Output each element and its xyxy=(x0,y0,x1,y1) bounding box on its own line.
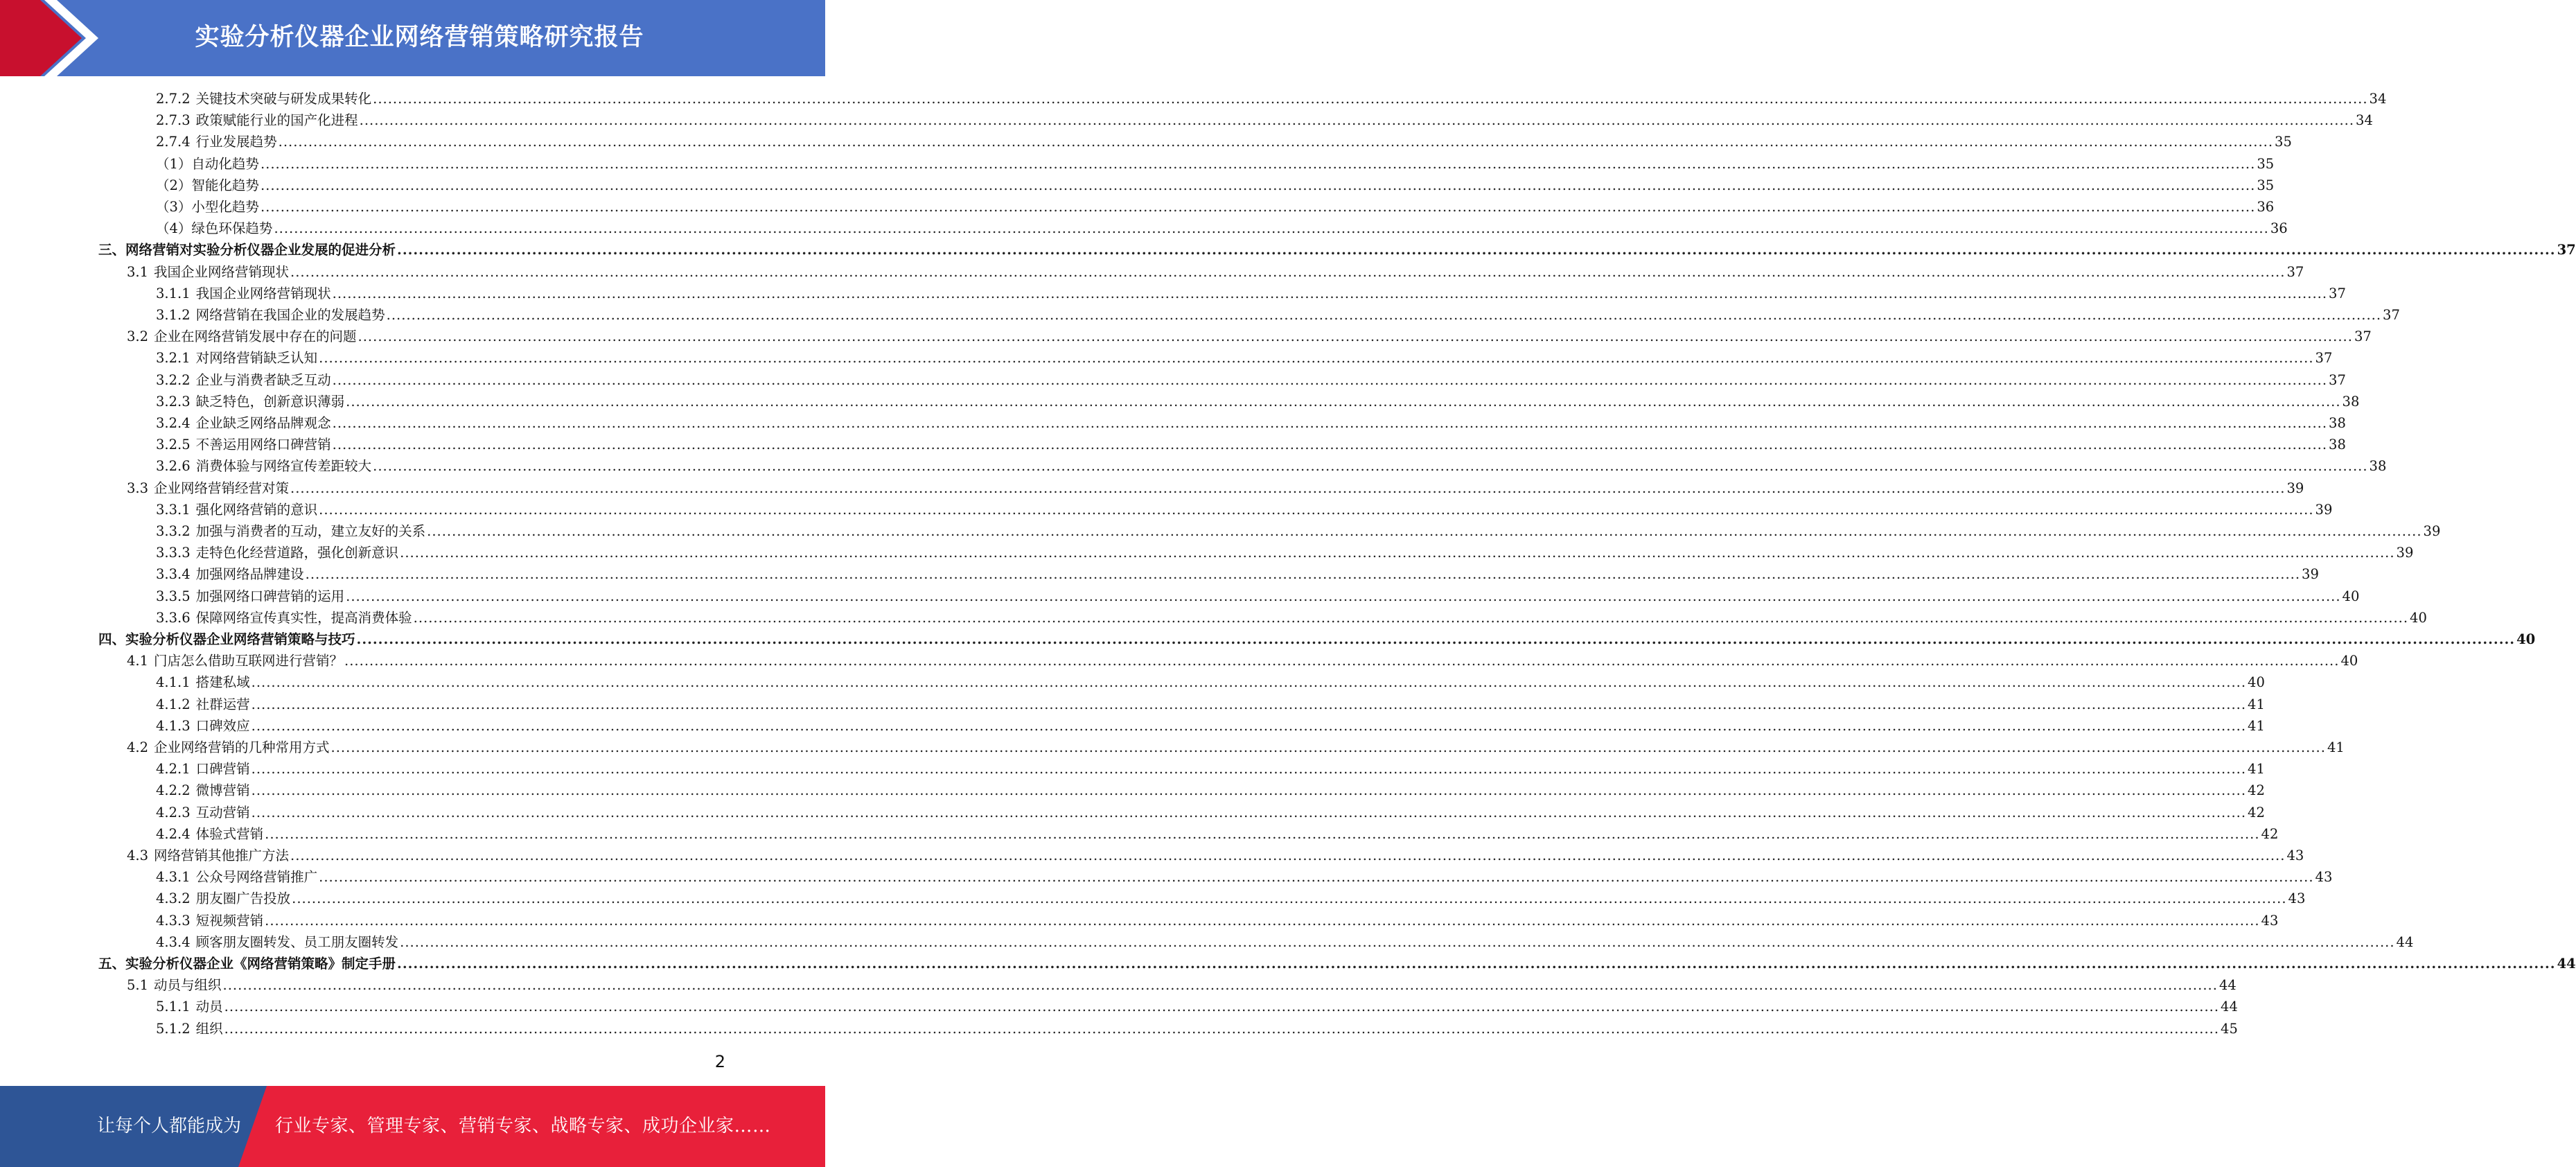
toc-entry-title: 加强网络口碑营销的运用 xyxy=(195,588,345,604)
toc-entry-page: 38 xyxy=(2342,393,2360,410)
toc-leader-dots: ................................................................................................................................................................................................................................................................................................................................................................................................................ xyxy=(330,739,2326,755)
toc-leader-dots: ................................................................................................................................................................................................................................................................................................................................................................................................................ xyxy=(332,415,2328,431)
toc-entry[interactable] xyxy=(156,758,2265,780)
toc-leader-dots: ................................................................................................................................................................................................................................................................................................................................................................................................................ xyxy=(332,437,2328,453)
toc-entry[interactable] xyxy=(127,261,2304,283)
toc-entry[interactable] xyxy=(127,737,2345,758)
toc-entry[interactable] xyxy=(127,845,2304,866)
toc-entry[interactable] xyxy=(127,326,2372,347)
page-footer xyxy=(0,1086,825,1167)
toc-leader-dots: ................................................................................................................................................................................................................................................................................................................................................................................................................ xyxy=(278,134,2274,150)
toc-entry-page: 44 xyxy=(2396,933,2414,950)
toc-entry[interactable] xyxy=(127,974,2237,996)
toc-entry-title: 自动化趋势 xyxy=(191,155,259,172)
toc-entry-number: 5.1.1 xyxy=(156,999,191,1015)
toc-entry-number: 五、 xyxy=(98,956,126,972)
toc-leader-dots: ................................................................................................................................................................................................................................................................................................................................................................................................................ xyxy=(305,566,2301,583)
toc-entry-number: 4.2.2 xyxy=(156,782,191,799)
toc-entry-title: 对网络营销缺乏认知 xyxy=(195,350,318,367)
toc-entry-page: 39 xyxy=(2302,566,2319,583)
toc-entry-number: 4.3.2 xyxy=(156,890,191,907)
toc-entry[interactable] xyxy=(98,239,2576,261)
toc-entry[interactable] xyxy=(156,586,2360,607)
toc-entry-page: 44 xyxy=(2557,956,2576,972)
toc-entry[interactable] xyxy=(156,694,2265,715)
toc-entry-page: 42 xyxy=(2248,782,2265,799)
toc-entry[interactable] xyxy=(156,196,2275,218)
toc-leader-dots: ................................................................................................................................................................................................................................................................................................................................................................................................................ xyxy=(397,242,2556,258)
toc-entry-title: 体验式营销 xyxy=(195,825,264,842)
toc-entry-number: 3.2.2 xyxy=(156,371,191,388)
toc-entry-number: 3.2.6 xyxy=(156,458,191,475)
toc-entry-page: 43 xyxy=(2288,890,2306,907)
toc-entry-page: 38 xyxy=(2329,415,2346,431)
toc-entry-number: 3.3.3 xyxy=(156,545,191,561)
toc-entry-number: 4.2 xyxy=(127,739,149,755)
toc-entry-number: 4.3.1 xyxy=(156,869,191,886)
toc-leader-dots: ................................................................................................................................................................................................................................................................................................................................................................................................................ xyxy=(251,696,2247,712)
toc-entry-title: 企业与消费者缺乏互动 xyxy=(195,371,331,388)
toc-leader-dots: ................................................................................................................................................................................................................................................................................................................................................................................................................ xyxy=(319,869,2314,886)
toc-entry-title: 实验分析仪器企业《网络营销策略》制定手册 xyxy=(125,956,396,972)
toc-entry-page: 45 xyxy=(2221,1020,2238,1037)
toc-entry-number: （2） xyxy=(156,177,192,193)
toc-entry-page: 39 xyxy=(2396,545,2414,561)
toc-entry-title: 智能化趋势 xyxy=(191,177,259,193)
toc-entry[interactable] xyxy=(156,780,2265,801)
toc-entry-page: 40 xyxy=(2248,674,2265,691)
toc-entry-number: 3.1.2 xyxy=(156,307,191,323)
toc-entry-title: 短视频营销 xyxy=(195,912,264,929)
toc-entry[interactable] xyxy=(156,996,2238,1017)
toc-entry-number: 4.2.1 xyxy=(156,761,191,778)
toc-entry[interactable] xyxy=(156,434,2346,455)
toc-entry-title: 社群运营 xyxy=(195,696,250,712)
toc-leader-dots: ................................................................................................................................................................................................................................................................................................................................................................................................................ xyxy=(400,933,2395,950)
toc-leader-dots: ................................................................................................................................................................................................................................................................................................................................................................................................................ xyxy=(290,480,2286,496)
toc-leader-dots: ................................................................................................................................................................................................................................................................................................................................................................................................................ xyxy=(346,588,2341,604)
toc-entry-number: 4.1 xyxy=(127,653,149,669)
toc-entry-number: （3） xyxy=(156,199,192,215)
toc-entry-title: 行业发展趋势 xyxy=(195,134,277,150)
toc-leader-dots: ................................................................................................................................................................................................................................................................................................................................................................................................................ xyxy=(265,825,2260,842)
toc-entry[interactable] xyxy=(156,455,2387,477)
toc-entry-title: 企业网络营销经营对策 xyxy=(154,480,290,496)
toc-leader-dots: ................................................................................................................................................................................................................................................................................................................................................................................................................ xyxy=(397,956,2556,972)
toc-entry-title: 政策赋能行业的国产化进程 xyxy=(195,112,358,129)
toc-entry[interactable] xyxy=(156,802,2265,823)
toc-entry-title: 搭建私域 xyxy=(195,674,250,691)
toc-entry[interactable] xyxy=(156,888,2306,909)
toc-entry-title: 加强与消费者的互动，建立友好的关系 xyxy=(195,523,426,539)
toc-entry-number: 3.2.4 xyxy=(156,415,191,431)
toc-leader-dots: ................................................................................................................................................................................................................................................................................................................................................................................................................ xyxy=(251,674,2247,691)
toc-entry[interactable] xyxy=(156,347,2333,369)
toc-entry-page: 35 xyxy=(2275,134,2292,150)
toc-entry-title: 企业网络营销的几种常用方式 xyxy=(154,739,330,755)
toc-entry-page: 37 xyxy=(2329,371,2346,388)
toc-leader-dots: ................................................................................................................................................................................................................................................................................................................................................................................................................ xyxy=(356,631,2516,647)
toc-entry-page: 41 xyxy=(2248,696,2265,712)
toc-entry-page: 37 xyxy=(2315,350,2333,367)
toc-entry[interactable] xyxy=(156,866,2333,888)
toc-leader-dots: ................................................................................................................................................................................................................................................................................................................................................................................................................ xyxy=(260,199,2256,215)
toc-entry-page: 37 xyxy=(2286,263,2304,280)
toc-leader-dots: ................................................................................................................................................................................................................................................................................................................................................................................................................ xyxy=(260,177,2256,193)
toc-entry-page: 37 xyxy=(2329,285,2346,301)
toc-leader-dots: ................................................................................................................................................................................................................................................................................................................................................................................................................ xyxy=(386,307,2382,323)
toc-entry[interactable] xyxy=(156,672,2265,693)
toc-leader-dots: ................................................................................................................................................................................................................................................................................................................................................................................................................ xyxy=(346,393,2341,410)
toc-leader-dots: ................................................................................................................................................................................................................................................................................................................................................................................................................ xyxy=(359,112,2355,129)
toc-entry-page: 42 xyxy=(2248,804,2265,821)
toc-entry-number: 3.2.1 xyxy=(156,350,191,367)
toc-entry-page: 40 xyxy=(2340,653,2358,669)
toc-entry-page: 44 xyxy=(2218,977,2237,994)
toc-entry[interactable] xyxy=(156,607,2427,629)
toc-entry[interactable] xyxy=(156,175,2275,196)
toc-entry-number: 3.2.3 xyxy=(156,393,191,410)
toc-leader-dots: ................................................................................................................................................................................................................................................................................................................................................................................................................ xyxy=(224,999,2220,1015)
toc-entry-title: 朋友圈广告投放 xyxy=(195,890,291,907)
toc-entry-page: 36 xyxy=(2270,220,2288,237)
toc-leader-dots: ................................................................................................................................................................................................................................................................................................................................................................................................................ xyxy=(224,1020,2220,1037)
toc-entry-title: 我国企业网络营销现状 xyxy=(154,263,290,280)
toc-entry-number: 2.7.2 xyxy=(156,91,191,107)
toc-entry-title: 企业缺乏网络品牌观念 xyxy=(195,415,331,431)
toc-entry-page: 39 xyxy=(2286,480,2304,496)
toc-leader-dots: ................................................................................................................................................................................................................................................................................................................................................................................................................ xyxy=(344,653,2340,669)
toc-entry-number: 4.1.1 xyxy=(156,674,191,691)
toc-leader-dots: ................................................................................................................................................................................................................................................................................................................................................................................................................ xyxy=(319,350,2314,367)
toc-entry[interactable] xyxy=(156,542,2414,563)
toc-entry-page: 35 xyxy=(2257,155,2275,172)
toc-entry-title: 强化网络营销的意识 xyxy=(195,501,318,518)
toc-leader-dots: ................................................................................................................................................................................................................................................................................................................................................................................................................ xyxy=(332,371,2328,388)
toc-entry-page: 44 xyxy=(2221,999,2238,1015)
toc-entry[interactable] xyxy=(156,153,2275,175)
toc-entry-title: 企业在网络营销发展中存在的问题 xyxy=(154,328,357,345)
toc-entry-number: 2.7.3 xyxy=(156,112,191,129)
toc-entry-number: 3.3.1 xyxy=(156,501,191,518)
toc-entry[interactable] xyxy=(156,88,2387,109)
toc-leader-dots: ................................................................................................................................................................................................................................................................................................................................................................................................................ xyxy=(251,782,2247,799)
toc-entry[interactable] xyxy=(156,499,2333,520)
toc-entry-title: 保障网络宣传真实性，提高消费体验 xyxy=(195,609,412,626)
toc-leader-dots: ................................................................................................................................................................................................................................................................................................................................................................................................................ xyxy=(400,545,2395,561)
toc-leader-dots: ................................................................................................................................................................................................................................................................................................................................................................................................................ xyxy=(332,285,2328,301)
toc-entry-number: 4.3.4 xyxy=(156,933,191,950)
toc-entry-title: 绿色环保趋势 xyxy=(191,220,273,237)
toc-entry-page: 37 xyxy=(2557,242,2576,258)
toc-entry[interactable] xyxy=(156,823,2279,845)
toc-entry-number: 4.3.3 xyxy=(156,912,191,929)
toc-entry-number: 3.3.4 xyxy=(156,566,191,583)
toc-entry-page: 39 xyxy=(2315,501,2333,518)
toc-leader-dots: ................................................................................................................................................................................................................................................................................................................................................................................................................ xyxy=(222,977,2218,994)
toc-entry-title: 消费体验与网络宣传差距较大 xyxy=(195,458,372,475)
toc-entry-page: 42 xyxy=(2261,825,2279,842)
toc-entry-number: （1） xyxy=(156,155,192,172)
toc-entry-number: 3.1 xyxy=(127,263,149,280)
toc-entry-page: 43 xyxy=(2286,848,2304,863)
toc-entry-title: 组织 xyxy=(195,1020,223,1037)
toc-entry-number: （4） xyxy=(156,220,192,237)
toc-entry-title: 动员 xyxy=(195,999,223,1015)
toc-entry-title: 网络营销对实验分析仪器企业发展的促进分析 xyxy=(125,242,396,258)
toc-entry-page: 43 xyxy=(2315,869,2333,886)
toc-entry-title: 顾客朋友圈转发、员工朋友圈转发 xyxy=(195,933,399,950)
toc-entry-number: 3.3.2 xyxy=(156,523,191,539)
toc-entry-title: 公众号网络营销推广 xyxy=(195,869,318,886)
page-number: 2 xyxy=(714,1052,725,1071)
toc-entry-title: 网络营销在我国企业的发展趋势 xyxy=(195,307,385,323)
toc-entry[interactable] xyxy=(156,109,2373,131)
toc-leader-dots: ................................................................................................................................................................................................................................................................................................................................................................................................................ xyxy=(290,263,2286,280)
toc-entry[interactable] xyxy=(156,369,2346,391)
toc-entry-title: 互动营销 xyxy=(195,804,250,821)
toc-entry-title: 加强网络品牌建设 xyxy=(195,566,304,583)
toc-entry[interactable] xyxy=(98,629,2536,650)
toc-entry-page: 41 xyxy=(2248,717,2265,734)
toc-entry-number: 4.3 xyxy=(127,848,149,863)
toc-entry-number: 4.2.4 xyxy=(156,825,191,842)
toc-leader-dots: ................................................................................................................................................................................................................................................................................................................................................................................................................ xyxy=(251,717,2247,734)
toc-entry-page: 37 xyxy=(2354,328,2372,345)
toc-entry-page: 40 xyxy=(2342,588,2360,604)
toc-leader-dots: ................................................................................................................................................................................................................................................................................................................................................................................................................ xyxy=(319,501,2314,518)
toc-entry-title: 口碑效应 xyxy=(195,717,250,734)
toc-entry[interactable] xyxy=(127,650,2358,672)
toc-entry-title: 门店怎么借助互联网进行营销？ xyxy=(154,653,344,669)
toc-entry-page: 40 xyxy=(2410,609,2427,626)
toc-leader-dots: ................................................................................................................................................................................................................................................................................................................................................................................................................ xyxy=(274,220,2269,237)
toc-entry[interactable] xyxy=(156,931,2414,953)
toc-entry-page: 39 xyxy=(2423,523,2441,539)
toc-entry-title: 动员与组织 xyxy=(154,977,222,994)
toc-entry-title: 网络营销其他推广方法 xyxy=(154,848,290,863)
toc-entry[interactable] xyxy=(156,304,2400,326)
toc-entry[interactable] xyxy=(98,953,2576,974)
toc-entry-title: 微博营销 xyxy=(195,782,250,799)
toc-entry-number: 3.1.1 xyxy=(156,285,191,301)
page-header xyxy=(0,0,825,76)
toc-entry-page: 35 xyxy=(2257,177,2275,193)
toc-leader-dots: ................................................................................................................................................................................................................................................................................................................................................................................................................ xyxy=(251,804,2247,821)
toc-entry[interactable] xyxy=(156,131,2292,152)
toc-entry-title: 走特色化经营道路，强化创新意识 xyxy=(195,545,399,561)
toc-entry-number: 三、 xyxy=(98,242,126,258)
toc-entry-number: 3.2 xyxy=(127,328,149,345)
toc-entry[interactable] xyxy=(156,1018,2238,1039)
toc-leader-dots: ................................................................................................................................................................................................................................................................................................................................................................................................................ xyxy=(373,91,2368,107)
toc-entry[interactable] xyxy=(156,218,2288,239)
toc-leader-dots: ................................................................................................................................................................................................................................................................................................................................................................................................................ xyxy=(292,890,2287,907)
toc-leader-dots: ................................................................................................................................................................................................................................................................................................................................................................................................................ xyxy=(413,609,2409,626)
toc-entry-title: 小型化趋势 xyxy=(191,199,259,215)
toc-entry-number: 4.2.3 xyxy=(156,804,191,821)
toc-entry[interactable] xyxy=(156,283,2346,304)
toc-entry[interactable] xyxy=(156,391,2360,412)
toc-entry-title: 口碑营销 xyxy=(195,761,250,778)
toc-entry[interactable] xyxy=(156,412,2346,434)
toc-entry-title: 不善运用网络口碑营销 xyxy=(195,437,331,453)
footer-slogan-left: 让每个人都能成为 xyxy=(97,1116,242,1137)
toc-leader-dots: ................................................................................................................................................................................................................................................................................................................................................................................................................ xyxy=(265,912,2260,929)
toc-entry-page: 38 xyxy=(2369,458,2387,475)
toc-entry-number: 3.3 xyxy=(127,480,149,496)
toc-entry-number: 5.1 xyxy=(127,977,149,994)
toc-entry[interactable] xyxy=(156,520,2441,542)
toc-leader-dots: ................................................................................................................................................................................................................................................................................................................................................................................................................ xyxy=(260,155,2256,172)
toc-entry[interactable] xyxy=(156,715,2265,737)
toc-entry-page: 41 xyxy=(2327,739,2345,755)
toc-entry[interactable] xyxy=(156,910,2279,931)
toc-entry-number: 5.1.2 xyxy=(156,1020,191,1037)
toc-leader-dots: ................................................................................................................................................................................................................................................................................................................................................................................................................ xyxy=(251,761,2247,778)
toc-entry-title: 关键技术突破与研发成果转化 xyxy=(195,91,372,107)
toc-entry-page: 34 xyxy=(2369,91,2387,107)
toc-entry[interactable] xyxy=(127,477,2304,499)
toc-entry-page: 37 xyxy=(2383,307,2400,323)
footer-slogan-right: 行业专家、管理专家、营销专家、战略专家、成功企业家…… xyxy=(275,1116,771,1137)
toc-entry-number: 3.3.6 xyxy=(156,609,191,626)
toc-entry-page: 38 xyxy=(2329,437,2346,453)
toc-entry-number: 4.1.2 xyxy=(156,696,191,712)
toc-entry-title: 我国企业网络营销现状 xyxy=(195,285,331,301)
toc-entry-number: 3.2.5 xyxy=(156,437,191,453)
document-title: 实验分析仪器企业网络营销策略研究报告 xyxy=(195,24,644,51)
toc-entry-number: 4.1.3 xyxy=(156,717,191,734)
toc-entry-title: 缺乏特色，创新意识薄弱 xyxy=(195,393,345,410)
toc-entry-page: 36 xyxy=(2257,199,2275,215)
toc-entry-page: 34 xyxy=(2356,112,2373,129)
toc-entry[interactable] xyxy=(156,563,2319,585)
toc-leader-dots: ................................................................................................................................................................................................................................................................................................................................................................................................................ xyxy=(373,458,2368,475)
toc-leader-dots: ................................................................................................................................................................................................................................................................................................................................................................................................................ xyxy=(358,328,2353,345)
toc-entry-title: 实验分析仪器企业网络营销策略与技巧 xyxy=(125,631,355,647)
toc-entry-page: 43 xyxy=(2261,912,2279,929)
toc-leader-dots: ................................................................................................................................................................................................................................................................................................................................................................................................................ xyxy=(290,848,2286,863)
toc-entry-number: 四、 xyxy=(98,631,126,647)
toc-entry-number: 3.3.5 xyxy=(156,588,191,604)
toc-entry-page: 40 xyxy=(2516,631,2536,647)
toc-leader-dots: ................................................................................................................................................................................................................................................................................................................................................................................................................ xyxy=(427,523,2422,539)
toc-entry-page: 41 xyxy=(2248,761,2265,778)
toc-entry-number: 2.7.4 xyxy=(156,134,191,150)
